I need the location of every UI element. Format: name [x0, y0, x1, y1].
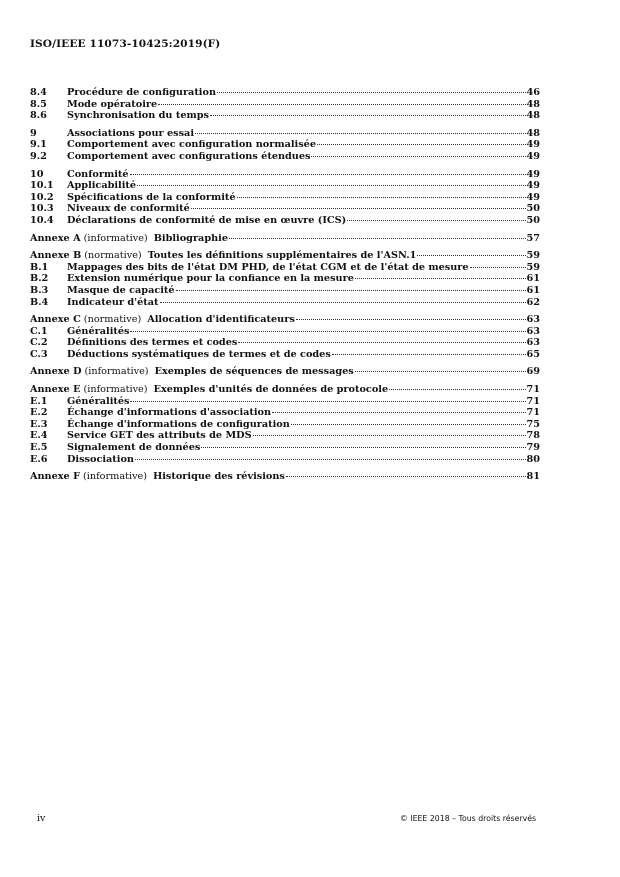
toc-entry-title: Bibliographie	[153, 232, 228, 244]
dot-leader	[176, 290, 526, 291]
toc-entry-number: E.5	[30, 442, 48, 454]
dot-leader	[210, 115, 526, 116]
toc-entry-page: 59	[526, 250, 540, 262]
toc-entry[interactable]	[30, 99, 540, 111]
toc-entry-page: 57	[526, 232, 540, 244]
toc-entry-page: 62	[526, 296, 540, 308]
toc-entry-number: 8.5	[30, 98, 47, 110]
dot-leader	[296, 319, 526, 320]
annex-label: Annexe E	[30, 384, 81, 396]
toc-entry-title: Niveaux de conformité	[67, 203, 190, 215]
toc-entry-title: Masque de capacité	[67, 284, 175, 296]
dot-leader	[291, 424, 526, 425]
dot-leader	[347, 220, 525, 221]
dot-leader	[389, 389, 525, 390]
annex-type: (informative)	[83, 384, 148, 396]
toc-entry-page: 59	[526, 261, 540, 273]
toc-entry-page: 49	[526, 139, 540, 151]
dot-leader	[237, 197, 526, 198]
annex-heading	[30, 471, 285, 483]
dot-leader	[286, 476, 526, 477]
toc-entry-number: 10.1	[30, 180, 54, 192]
toc-entry-page: 71	[526, 407, 540, 419]
toc-entry-title: Associations pour essai	[67, 127, 195, 139]
toc-entry-title: Comportement avec configurations étendues	[67, 150, 311, 162]
toc-entry[interactable]	[30, 273, 540, 285]
toc-entry[interactable]	[30, 366, 540, 378]
annex-heading	[30, 384, 388, 396]
toc-entry[interactable]	[30, 337, 540, 349]
toc-entry-number: 10.2	[30, 191, 54, 203]
toc-entry[interactable]	[30, 180, 540, 192]
toc-group	[30, 366, 540, 378]
toc-entry-page: 81	[526, 471, 540, 483]
toc-entry-number: 10	[30, 168, 44, 180]
toc-group	[30, 471, 540, 483]
toc-entry[interactable]	[30, 326, 540, 338]
toc-entry-title: Historique des révisions	[153, 471, 285, 483]
toc-entry-page: 46	[526, 87, 540, 98]
toc-entry-number: E.1	[30, 395, 48, 407]
annex-label: Annexe A	[30, 232, 81, 244]
toc-group	[30, 314, 540, 360]
toc-entry-title: Allocation d'identificateurs	[147, 314, 295, 326]
toc-entry-page: 61	[526, 273, 540, 285]
toc-group	[30, 384, 540, 465]
toc-entry-page: 48	[526, 127, 540, 139]
dot-leader	[130, 174, 526, 175]
toc-entry-title: Indicateur d'état	[67, 296, 159, 308]
toc-entry[interactable]	[30, 110, 540, 122]
toc-entry[interactable]	[30, 297, 540, 309]
toc-group	[30, 169, 540, 227]
toc-entry-number: B.1	[30, 261, 49, 273]
toc-entry-title: Spécifications de la conformité	[67, 191, 236, 203]
dot-leader	[272, 412, 525, 413]
annex-label: Annexe C	[30, 314, 81, 326]
toc-entry-title: Toutes les définitions supplémentaires de l'ASN.1	[147, 250, 417, 262]
toc-entry-page: 49	[526, 191, 540, 203]
toc-entry-title: Mode opératoire	[67, 98, 158, 110]
toc-entry-page: 48	[526, 98, 540, 110]
toc-entry-number: B.4	[30, 296, 49, 308]
toc-entry-page: 63	[526, 314, 540, 326]
toc-entry-number: E.4	[30, 430, 48, 442]
dot-leader	[160, 302, 526, 303]
document-header: ISO/IEEE 11073-10425:2019(F)	[30, 38, 221, 50]
toc-entry[interactable]	[30, 169, 540, 181]
toc-entry-title: Déductions systématiques de termes et de codes	[67, 348, 331, 360]
dot-leader	[217, 92, 526, 93]
toc-entry[interactable]	[30, 442, 540, 454]
dot-leader	[130, 331, 525, 332]
annex-type: (normative)	[84, 250, 142, 262]
toc-entry-page: 63	[526, 325, 540, 337]
toc-entry[interactable]	[30, 151, 540, 163]
toc-entry-page: 48	[526, 110, 540, 122]
toc-entry-number: B.2	[30, 273, 49, 285]
dot-leader	[470, 267, 526, 268]
toc-entry-page: 49	[526, 180, 540, 192]
toc-entry[interactable]	[30, 454, 540, 466]
toc-entry-title: Déclarations de conformité de mise en œuvre (ICS)	[67, 214, 347, 226]
toc-entry-title: Généralités	[67, 395, 130, 407]
toc-entry[interactable]	[30, 430, 540, 442]
annex-label: Annexe F	[30, 471, 80, 483]
toc-entry-number: C.2	[30, 337, 48, 349]
toc-entry[interactable]	[30, 285, 540, 297]
toc-entry-title: Procédure de configuration	[67, 87, 216, 98]
toc-entry[interactable]	[30, 233, 540, 245]
toc-entry-title: Échange d'informations de configuration	[67, 418, 290, 430]
dot-leader	[417, 255, 525, 256]
toc-entry-title: Mappages des bits de l'état DM PHD, de l'état CGM et de l'état de mesure	[67, 261, 469, 273]
dot-leader	[191, 208, 526, 209]
toc-entry[interactable]	[30, 128, 540, 140]
toc-entry-page: 79	[526, 442, 540, 454]
toc-entry-title: Exemples d'unités de données de protocole	[153, 384, 389, 396]
toc-entry-number: 9.2	[30, 150, 47, 162]
annex-label: Annexe B	[30, 250, 82, 262]
toc-entry-number: E.6	[30, 453, 48, 465]
annex-heading	[30, 233, 228, 245]
toc-entry-page: 49	[526, 150, 540, 162]
annex-type: (informative)	[83, 232, 148, 244]
dot-leader	[355, 371, 526, 372]
toc-entry[interactable]	[30, 192, 540, 204]
toc-entry-number: 8.6	[30, 110, 47, 122]
toc-entry-number: B.3	[30, 284, 49, 296]
toc-group	[30, 250, 540, 308]
toc-entry-page: 65	[526, 348, 540, 360]
toc-entry-title: Généralités	[67, 325, 130, 337]
toc-entry-page: 78	[526, 430, 540, 442]
dot-leader	[158, 104, 525, 105]
toc-entry-title: Comportement avec configuration normalisée	[67, 139, 316, 151]
toc-entry[interactable]	[30, 262, 540, 274]
toc-entry[interactable]	[30, 471, 540, 483]
toc-entry-page: 71	[526, 395, 540, 407]
toc-entry-number: 9	[30, 127, 37, 139]
toc-entry-title: Synchronisation du temps	[67, 110, 209, 122]
toc-entry-page: 61	[526, 284, 540, 296]
annex-heading	[30, 314, 295, 326]
toc-group	[30, 233, 540, 245]
toc-entry-number: E.2	[30, 407, 48, 419]
toc-entry-title: Applicabilité	[67, 180, 137, 192]
toc-entry[interactable]	[30, 139, 540, 151]
toc-entry-title: Exemples de séquences de messages	[154, 366, 354, 378]
toc-entry-number: 8.4	[30, 87, 47, 98]
annex-type: (normative)	[83, 314, 142, 326]
toc-entry-title: Signalement de données	[67, 442, 201, 454]
toc-entry[interactable]	[30, 419, 540, 431]
toc-entry-title: Conformité	[67, 168, 129, 180]
toc-entry-title: Définitions des termes et codes	[67, 337, 238, 349]
dot-leader	[332, 354, 526, 355]
toc-entry-title: Dissociation	[67, 453, 134, 465]
toc-entry-title: Service GET des attributs de MDS	[67, 430, 252, 442]
toc-entry[interactable]	[30, 349, 540, 361]
annex-type: (informative)	[84, 366, 149, 378]
copyright-notice: © IEEE 2018 – Tous droits réservés	[400, 814, 537, 823]
toc-entry-page: 50	[526, 214, 540, 226]
annex-heading	[30, 250, 416, 262]
toc-group	[30, 128, 540, 163]
toc-entry-page: 63	[526, 337, 540, 349]
toc-entry-page: 71	[526, 384, 540, 396]
annex-heading	[30, 366, 354, 378]
annex-label: Annexe D	[30, 366, 82, 378]
page-number: iv	[37, 813, 46, 824]
toc-entry[interactable]	[30, 396, 540, 408]
dot-leader	[317, 144, 526, 145]
dot-leader	[311, 156, 525, 157]
dot-leader	[135, 459, 526, 460]
toc-entry-number: E.3	[30, 418, 48, 430]
dot-leader	[201, 447, 525, 448]
toc-entry-number: 10.3	[30, 203, 54, 215]
toc-entry-page: 49	[526, 168, 540, 180]
toc-entry-page: 75	[526, 418, 540, 430]
toc-entry-page: 50	[526, 203, 540, 215]
table-of-contents	[30, 87, 540, 489]
toc-entry[interactable]	[30, 250, 540, 262]
toc-entry-number: C.3	[30, 348, 48, 360]
annex-type: (informative)	[82, 471, 148, 483]
dot-leader	[130, 401, 525, 402]
toc-entry[interactable]	[30, 384, 540, 396]
dot-leader	[253, 435, 526, 436]
dot-leader	[355, 278, 526, 279]
toc-entry-number: 9.1	[30, 139, 47, 151]
toc-entry[interactable]	[30, 87, 540, 99]
dot-leader	[238, 342, 525, 343]
toc-entry[interactable]	[30, 203, 540, 215]
dot-leader	[195, 133, 526, 134]
toc-entry[interactable]	[30, 314, 540, 326]
toc-entry-page: 80	[526, 453, 540, 465]
dot-leader	[137, 185, 525, 186]
toc-entry-page: 69	[526, 366, 540, 378]
toc-entry-number: C.1	[30, 325, 48, 337]
toc-entry-title: Échange d'informations d'association	[67, 407, 272, 419]
toc-entry[interactable]	[30, 407, 540, 419]
toc-group	[30, 87, 540, 122]
dot-leader	[229, 238, 526, 239]
toc-entry-number: 10.4	[30, 214, 54, 226]
toc-entry-title: Extension numérique pour la confiance en la mesure	[67, 273, 354, 285]
toc-entry[interactable]	[30, 215, 540, 227]
